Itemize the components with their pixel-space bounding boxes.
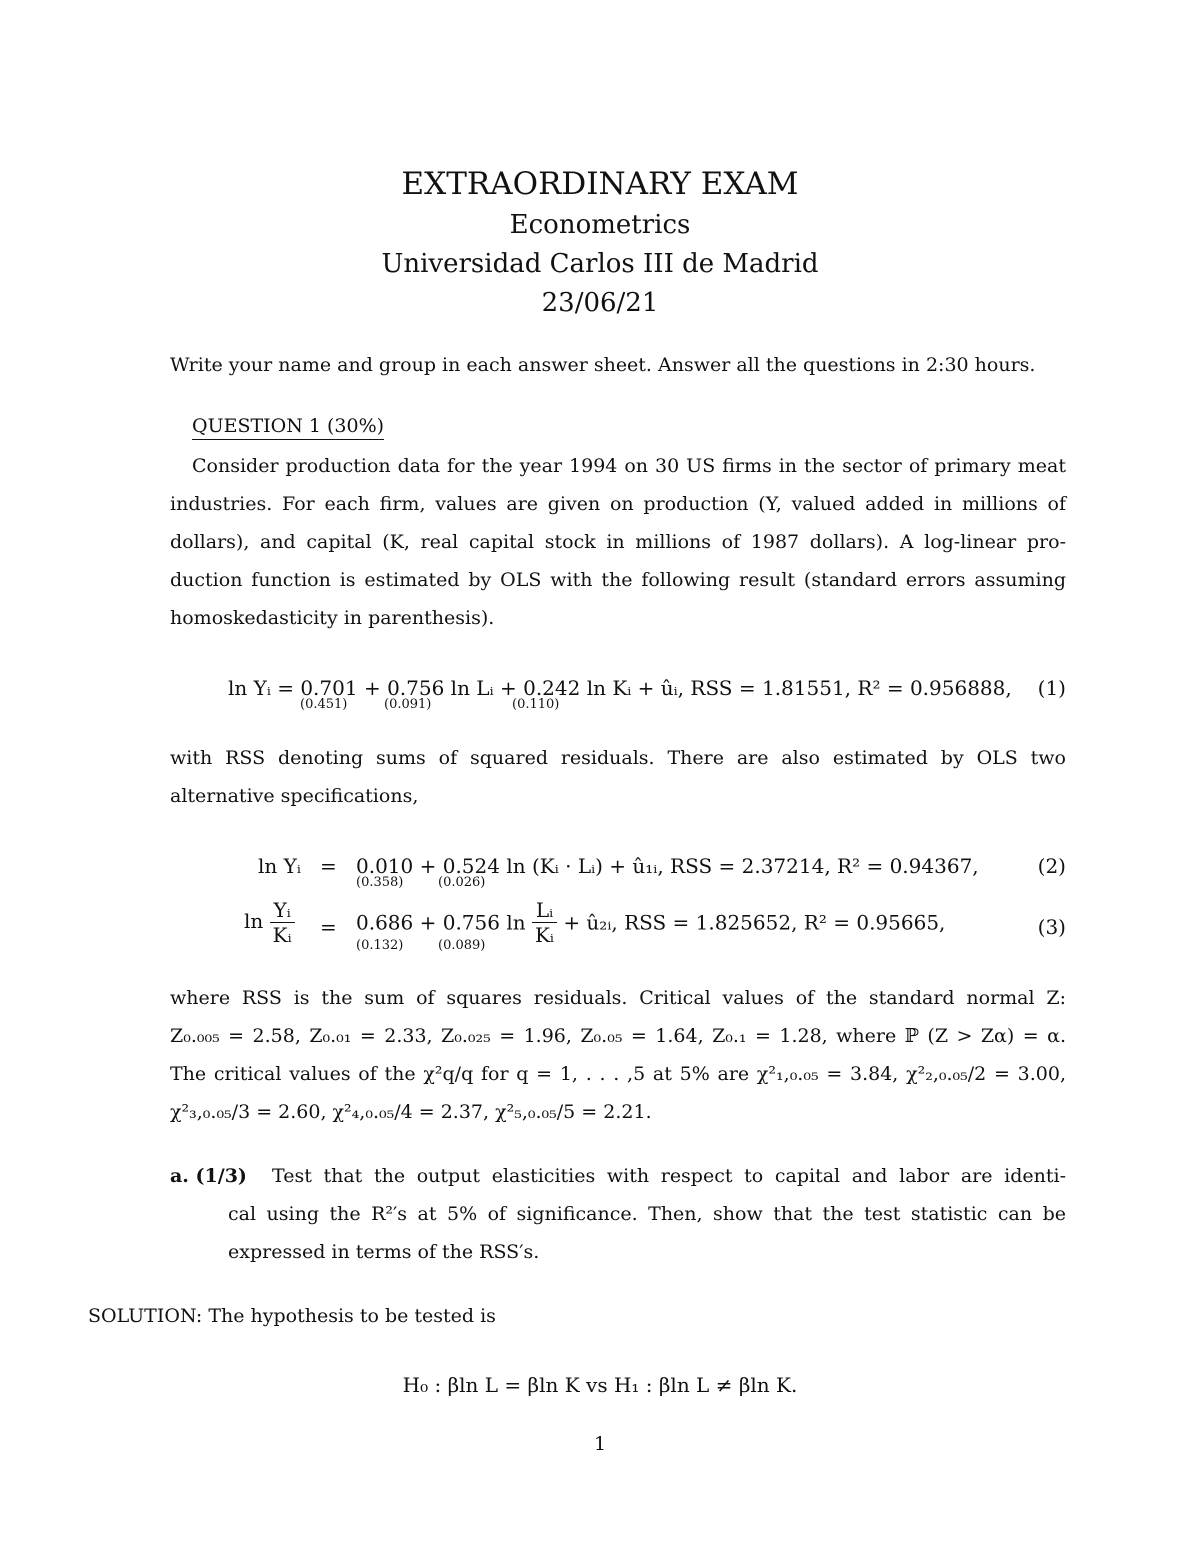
fraction bbox=[532, 898, 557, 947]
solution-intro: SOLUTION: The hypothesis to be tested is bbox=[88, 1305, 496, 1327]
equation-3-lhs bbox=[244, 898, 295, 947]
rhs-part: + û₂ᵢ, RSS = 1.825652, R² = 0.95665, bbox=[563, 910, 946, 935]
course-subject: Econometrics bbox=[509, 210, 691, 240]
critical-line: Z₀.₀₀₅ = 2.58, Z₀.₀₁ = 2.33, Z₀.₀₂₅ = 1.96, Z₀.₀₅ = 1.64, Z₀.₁ = 1.28, where ℙ (Z > Zα) = α. bbox=[170, 1025, 1066, 1047]
part-a-label: a. (1/3) bbox=[170, 1165, 247, 1187]
hypothesis: H₀ : βln L = βln K vs H₁ : βln L ≠ βln K. bbox=[402, 1373, 798, 1397]
critical-line: χ²₃,₀.₀₅/3 = 2.60, χ²₄,₀.₀₅/4 = 2.37, χ²₅,₀.₀₅/5 = 2.21. bbox=[170, 1101, 652, 1123]
std-error: (0.110) bbox=[512, 697, 560, 712]
numerator: Yᵢ bbox=[270, 898, 295, 923]
denominator: Kᵢ bbox=[534, 923, 554, 947]
equation-number: (3) bbox=[1037, 915, 1066, 939]
part-a-line: cal using the R²′s at 5% of significance. Then, show that the test statistic can be bbox=[228, 1203, 1066, 1225]
denominator: Kᵢ bbox=[272, 923, 292, 947]
exam-date: 23/06/21 bbox=[541, 288, 659, 318]
std-error: (0.089) bbox=[438, 938, 486, 953]
std-error: (0.091) bbox=[384, 697, 432, 712]
std-error: (0.451) bbox=[300, 697, 348, 712]
mid-line: with RSS denoting sums of squared residuals. There are also estimated by OLS two bbox=[170, 747, 1066, 769]
equation-2-lhs: ln Yᵢ bbox=[258, 854, 301, 878]
university-name: Universidad Carlos III de Madrid bbox=[381, 249, 819, 279]
std-error: (0.132) bbox=[356, 938, 404, 953]
std-error: (0.358) bbox=[356, 875, 404, 890]
rhs-part: 0.686 + 0.756 ln bbox=[356, 910, 526, 935]
intro-line: industries. For each firm, values are given on production (Y, valued added in millions of bbox=[170, 493, 1066, 515]
part-a-line: Test that the output elasticities with respect to capital and labor are identi- bbox=[272, 1165, 1066, 1187]
numerator: Lᵢ bbox=[532, 898, 557, 923]
equation-number: (1) bbox=[1037, 676, 1066, 700]
intro-line: homoskedasticity in parenthesis). bbox=[170, 607, 495, 629]
equation-1: ln Yᵢ = 0.701 + 0.756 ln Lᵢ + 0.242 ln Kᵢ + ûᵢ, RSS = 1.81551, R² = 0.956888, bbox=[228, 676, 1012, 700]
part-a-line: expressed in terms of the RSS′s. bbox=[228, 1241, 540, 1263]
intro-line: dollars), and capital (K, real capital stock in millions of 1987 dollars). A log-linear pro- bbox=[170, 531, 1066, 553]
equation-2-equals: = bbox=[320, 854, 337, 878]
equation-3-equals: = bbox=[320, 915, 337, 939]
equation-2-rhs: 0.010 + 0.524 ln (Kᵢ · Lᵢ) + û₁ᵢ, RSS = 2.37214, R² = 0.94367, bbox=[356, 854, 979, 878]
ln-symbol: ln bbox=[244, 909, 264, 933]
instructions: Write your name and group in each answer sheet. Answer all the questions in 2:30 hours. bbox=[170, 354, 1036, 376]
intro-line: Consider production data for the year 1994 on 30 US firms in the sector of primary meat bbox=[192, 455, 1066, 477]
critical-line: The critical values of the χ²q/q for q = 1, . . . ,5 at 5% are χ²₁,₀.₀₅ = 3.84, χ²₂,₀.₀₅/2 = 3.00, bbox=[170, 1063, 1066, 1085]
std-error: (0.026) bbox=[438, 875, 486, 890]
critical-line: where RSS is the sum of squares residuals. Critical values of the standard normal Z: bbox=[170, 987, 1066, 1009]
question-1-heading: QUESTION 1 (30%) bbox=[192, 415, 384, 440]
mid-line: alternative specifications, bbox=[170, 785, 419, 807]
page-number: 1 bbox=[593, 1433, 607, 1455]
exam-title: EXTRAORDINARY EXAM bbox=[401, 166, 799, 202]
fraction bbox=[270, 898, 295, 947]
equation-number: (2) bbox=[1037, 854, 1066, 878]
intro-line: duction function is estimated by OLS with the following result (standard errors assuming bbox=[170, 569, 1066, 591]
